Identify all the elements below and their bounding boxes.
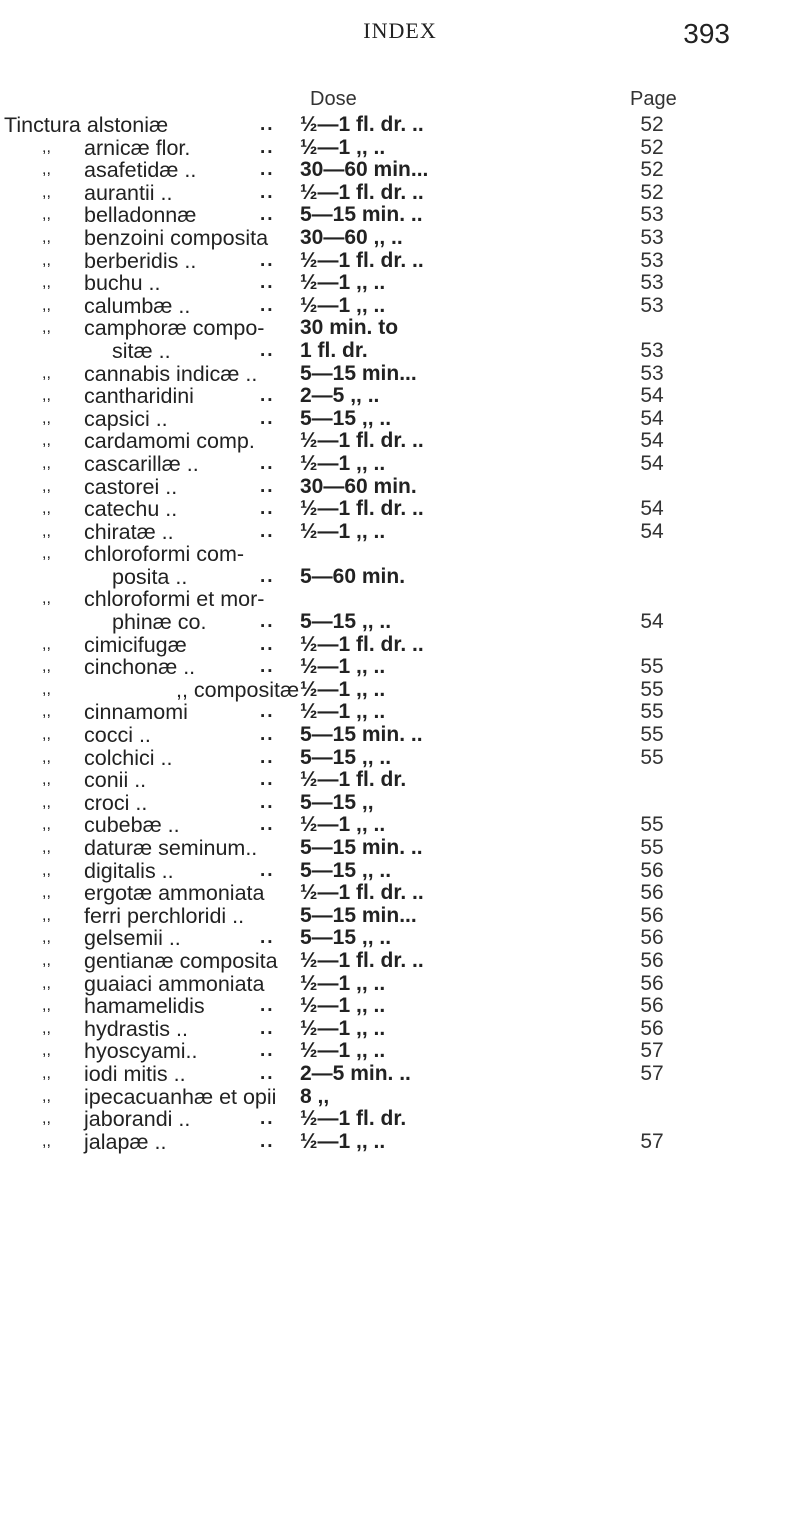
ditto-mark: ,,	[42, 997, 51, 1015]
leader-dots: ..	[260, 791, 275, 813]
entry-dose: ½—1 fl. dr. ..	[300, 497, 424, 521]
entry-page: 55	[640, 655, 664, 679]
ditto-mark: ,,	[42, 1019, 51, 1037]
entry-name: cocci ..	[84, 723, 151, 748]
entry-dose: ½—1 fl. dr. ..	[300, 113, 424, 136]
index-entry	[0, 340, 800, 363]
entry-page: 54	[640, 384, 664, 408]
entry-name: belladonnæ	[84, 203, 197, 228]
index-entry	[0, 860, 800, 883]
ditto-mark: ,,	[42, 839, 51, 856]
entry-name: cantharidini	[84, 384, 194, 409]
entry-dose: 5—15 ,, ..	[300, 858, 392, 882]
entry-dose: 5—15 ,, ..	[300, 610, 392, 634]
entry-dose: ½—1 ,, ..	[300, 994, 386, 1018]
page-column-header: Page	[630, 88, 677, 110]
index-entry	[0, 566, 800, 589]
leader-dots: ..	[260, 927, 275, 949]
ditto-mark: ,,	[42, 387, 51, 405]
leader-dots: ..	[260, 859, 275, 881]
entry-dose: ½—1 ,, ..	[300, 700, 386, 724]
entry-name: cimicifugæ	[84, 632, 187, 657]
ditto-mark: ,,	[42, 138, 51, 156]
index-entry	[0, 227, 800, 250]
index-entry	[0, 204, 800, 227]
index-entry	[0, 837, 800, 860]
ditto-mark: ,,	[42, 454, 51, 472]
leader-dots: ..	[260, 452, 275, 474]
index-entry	[0, 927, 800, 950]
ditto-mark: ,,	[42, 206, 51, 224]
entry-dose: ½—1 ,, ..	[300, 135, 386, 159]
entry-dose: ½—1 ,, ..	[300, 971, 386, 995]
entry-dose: ½—1 ,, ..	[300, 1129, 386, 1153]
ditto-mark: ,,	[42, 793, 51, 811]
entry-name: croci ..	[84, 790, 148, 815]
entry-dose: ½—1 ,, ..	[300, 1016, 386, 1040]
index-entry	[0, 1018, 800, 1041]
entry-name: berberidis ..	[84, 248, 197, 273]
entry-dose: 2—5 min. ..	[300, 1061, 411, 1085]
entry-page: 52	[640, 113, 664, 136]
entry-name: aurantii ..	[84, 180, 173, 205]
entry-dose: ½—1 fl. dr. ..	[300, 632, 424, 656]
index-entry	[0, 995, 800, 1018]
entry-page: 53	[640, 248, 664, 272]
entry-dose: ½—1 fl. dr. ..	[300, 881, 424, 905]
entry-page: 53	[640, 225, 664, 249]
entry-page: 54	[640, 497, 664, 521]
ditto-mark: ,,	[42, 319, 51, 337]
entry-name: cascarillæ ..	[84, 451, 199, 476]
header-title: INDEX	[363, 18, 437, 43]
ditto-mark: ,,	[42, 590, 51, 608]
entry-dose: 5—15 min...	[300, 903, 417, 927]
entry-name: chloroformi et mor-	[84, 587, 265, 612]
ditto-mark: ,,	[42, 748, 51, 766]
ditto-mark: ,,	[42, 409, 51, 427]
ditto-mark: ,,	[42, 274, 51, 292]
ditto-mark: ,,	[42, 1110, 51, 1128]
ditto-mark: ,,	[42, 816, 51, 834]
ditto-mark: ,,	[42, 522, 51, 540]
entry-name: benzoini composita	[84, 225, 269, 250]
ditto-mark: ,,	[42, 658, 51, 676]
leader-dots: ..	[260, 1108, 275, 1130]
leader-dots: ..	[260, 701, 275, 723]
entry-name: digitalis ..	[84, 858, 174, 883]
entry-name: conii ..	[84, 768, 147, 793]
entry-page: 55	[640, 677, 664, 701]
index-entry	[0, 114, 800, 137]
ditto-mark: ,,	[42, 500, 51, 518]
entry-page: 52	[640, 158, 664, 182]
leader-dots: ..	[260, 611, 275, 633]
ditto-mark: ,,	[42, 1064, 51, 1082]
entry-dose: 2—5 ,, ..	[300, 384, 380, 408]
leader-dots: ..	[260, 136, 275, 158]
entry-page: 55	[640, 836, 664, 859]
entry-name: buchu ..	[84, 271, 161, 296]
entry-page: 56	[640, 948, 664, 972]
index-entry	[0, 588, 800, 611]
leader-dots: ..	[260, 114, 275, 135]
leader-dots: ..	[260, 565, 275, 587]
entry-dose: ½—1 ,, ..	[300, 677, 386, 701]
entry-dose: ½—1 ,, ..	[300, 271, 386, 295]
index-entry	[0, 408, 800, 431]
entry-dose: ½—1 ,, ..	[300, 293, 386, 317]
ditto-mark: ,,	[42, 228, 51, 246]
entry-dose: 5—60 min.	[300, 564, 406, 588]
index-entry	[0, 385, 800, 408]
entry-name: cinchonæ ..	[84, 655, 196, 680]
leader-dots: ..	[260, 181, 275, 203]
entry-name: hamamelidis	[84, 994, 205, 1019]
entry-dose: 30 min. to	[300, 316, 399, 340]
entry-name: asafetidæ ..	[84, 158, 197, 183]
ditto-mark: ,,	[42, 1042, 51, 1060]
index-entry	[0, 973, 800, 996]
leader-dots: ..	[260, 294, 275, 316]
index-entry	[0, 159, 800, 182]
entry-name: chloroformi com-	[84, 542, 245, 567]
entry-page: 53	[640, 271, 664, 295]
ditto-mark: ,,	[42, 477, 51, 495]
index-entry	[0, 295, 800, 318]
index-entry	[0, 1063, 800, 1086]
ditto-mark: ,,	[42, 974, 51, 992]
entry-name: hyoscyami..	[84, 1039, 198, 1064]
leader-dots: ..	[260, 385, 275, 407]
entry-name: colchici ..	[84, 745, 173, 770]
leader-dots: ..	[260, 475, 275, 497]
leader-dots: ..	[260, 249, 275, 271]
index-entry	[0, 1086, 800, 1109]
ditto-mark: ,,	[42, 183, 51, 201]
entry-name: arnicæ flor.	[84, 135, 191, 160]
ditto-mark: ,,	[42, 951, 51, 969]
leader-dots: ..	[260, 272, 275, 294]
ditto-mark: ,,	[42, 161, 51, 179]
leader-dots: ..	[260, 656, 275, 678]
index-entry	[0, 137, 800, 160]
entry-name: iodi mitis ..	[84, 1061, 186, 1086]
leader-dots: ..	[260, 498, 275, 520]
entry-name: phinæ co.	[112, 610, 207, 635]
entry-page: 56	[640, 903, 664, 927]
entry-name: cubebæ ..	[84, 813, 180, 838]
leader-dots: ..	[260, 1130, 275, 1152]
entry-page: 55	[640, 745, 664, 769]
ditto-mark: ,,	[42, 680, 51, 698]
index-entry	[0, 701, 800, 724]
index-entry	[0, 679, 800, 702]
entry-dose: 30—60 min...	[300, 158, 429, 182]
entry-page: 53	[640, 338, 664, 362]
entry-name: ipecacuanhæ et opii	[84, 1084, 277, 1109]
entry-name: jaborandi ..	[84, 1107, 191, 1132]
ditto-mark: ,,	[42, 251, 51, 269]
index-entry	[0, 1108, 800, 1131]
leader-dots: ..	[260, 339, 275, 361]
entry-name: castorei ..	[84, 474, 178, 499]
entry-page: 54	[640, 451, 664, 475]
index-entry	[0, 814, 800, 837]
entry-page: 56	[640, 881, 664, 905]
leader-dots: ..	[260, 1040, 275, 1062]
entry-name: guaiaci ammoniata	[84, 971, 265, 996]
index-entry	[0, 272, 800, 295]
ditto-mark: ,,	[42, 1087, 51, 1105]
entry-page: 56	[640, 1016, 664, 1040]
entry-dose: ½—1 ,, ..	[300, 519, 386, 543]
entry-dose: 8 ,,	[300, 1084, 330, 1108]
entry-name: calumbæ ..	[84, 293, 191, 318]
entry-page: 55	[640, 813, 664, 837]
entry-dose: 5—15 ,, ..	[300, 926, 392, 950]
entry-page: 57	[640, 1129, 664, 1153]
entry-dose: ½—1 fl. dr.	[300, 768, 407, 792]
entry-name: gentianæ composita	[84, 948, 278, 973]
ditto-mark: ,,	[42, 296, 51, 314]
entry-page: 53	[640, 293, 664, 317]
index-entry	[0, 950, 800, 973]
index-entry	[0, 905, 800, 928]
entry-name: capsici ..	[84, 406, 168, 431]
index-entry	[0, 363, 800, 386]
index-entry	[0, 521, 800, 544]
ditto-mark: ,,	[42, 929, 51, 947]
index-entry	[0, 250, 800, 273]
ditto-mark: ,,	[42, 906, 51, 924]
entry-name: hydrastis ..	[84, 1016, 188, 1041]
index-entry	[0, 430, 800, 453]
entry-name: ,, compositæ	[176, 677, 300, 702]
index-entry	[0, 724, 800, 747]
ditto-mark: ,,	[42, 726, 51, 744]
leader-dots: ..	[260, 204, 275, 226]
entry-page: 54	[640, 519, 664, 543]
entry-page: 54	[640, 406, 664, 430]
index-entry	[0, 317, 800, 340]
index-entry	[0, 634, 800, 657]
entry-page: 54	[640, 429, 664, 453]
ditto-mark: ,,	[42, 703, 51, 721]
entry-name: daturæ seminum..	[84, 836, 258, 860]
ditto-mark: ,,	[42, 364, 51, 382]
entry-page: 55	[640, 723, 664, 747]
ditto-mark: ,,	[42, 635, 51, 653]
ditto-mark: ,,	[42, 1132, 51, 1150]
entry-dose: 30—60 min.	[300, 474, 417, 498]
index-entry	[0, 476, 800, 499]
entry-page: 56	[640, 926, 664, 950]
entry-page: 56	[640, 994, 664, 1018]
entry-name: ferri perchloridi ..	[84, 903, 245, 928]
entry-page: 56	[640, 858, 664, 882]
entry-dose: 5—15 min. ..	[300, 836, 423, 859]
index-entry	[0, 1131, 800, 1154]
index-entry	[0, 453, 800, 476]
entry-dose: 30—60 ,, ..	[300, 225, 403, 249]
index-entry	[0, 1040, 800, 1063]
entry-dose: ½—1 ,, ..	[300, 451, 386, 475]
entry-dose: 5—15 min. ..	[300, 723, 423, 747]
index-entry	[0, 611, 800, 634]
entry-page: 53	[640, 361, 664, 385]
leader-dots: ..	[260, 520, 275, 542]
ditto-mark: ,,	[42, 884, 51, 902]
entry-page: 55	[640, 700, 664, 724]
entry-page: 54	[640, 610, 664, 634]
entry-name: posita ..	[112, 564, 188, 589]
index-entry	[0, 769, 800, 792]
entry-name: cardamomi comp.	[84, 429, 255, 454]
leader-dots: ..	[260, 1017, 275, 1039]
leader-dots: ..	[260, 159, 275, 181]
entry-page: 57	[640, 1039, 664, 1063]
entry-dose: ½—1 fl. dr. ..	[300, 429, 424, 453]
ditto-mark: ,,	[42, 545, 51, 563]
leader-dots: ..	[260, 1062, 275, 1084]
leader-dots: ..	[260, 769, 275, 791]
index-entry	[0, 543, 800, 566]
entry-dose: ½—1 fl. dr. ..	[300, 248, 424, 272]
index-entry	[0, 656, 800, 679]
index-entry	[0, 182, 800, 205]
leader-dots: ..	[260, 995, 275, 1017]
entry-page: 53	[640, 203, 664, 227]
entry-dose: ½—1 ,, ..	[300, 1039, 386, 1063]
dose-column-header: Dose	[310, 88, 357, 110]
index-entry	[0, 792, 800, 815]
entry-name: ergotæ ammoniata	[84, 881, 265, 906]
index-entry	[0, 882, 800, 905]
leader-dots: ..	[260, 633, 275, 655]
entry-page: 52	[640, 135, 664, 159]
header-page-number: 393	[683, 18, 730, 49]
entry-dose: 1 fl. dr.	[300, 338, 368, 362]
index-list	[0, 114, 800, 1153]
index-entry	[0, 747, 800, 770]
ditto-mark: ,,	[42, 771, 51, 789]
leader-dots: ..	[260, 724, 275, 746]
entry-page: 52	[640, 180, 664, 204]
entry-name: sitæ ..	[112, 338, 171, 363]
leader-dots: ..	[260, 814, 275, 836]
entry-dose: ½—1 ,, ..	[300, 813, 386, 837]
entry-dose: 5—15 ,, ..	[300, 745, 392, 769]
entry-name: cannabis indicæ ..	[84, 361, 258, 386]
entry-dose: ½—1 fl. dr.	[300, 1107, 407, 1131]
entry-page: 56	[640, 971, 664, 995]
entry-dose: 5—15 ,,	[300, 790, 374, 814]
entry-name: cinnamomi	[84, 700, 188, 725]
running-header	[0, 18, 800, 58]
entry-dose: ½—1 ,, ..	[300, 655, 386, 679]
entry-name: chiratæ ..	[84, 519, 174, 544]
entry-dose: 5—15 min...	[300, 361, 417, 385]
entry-name: jalapæ ..	[84, 1129, 167, 1154]
leader-dots: ..	[260, 746, 275, 768]
entry-name: gelsemii ..	[84, 926, 181, 951]
entry-dose: 5—15 ,, ..	[300, 406, 392, 430]
index-entry	[0, 498, 800, 521]
entry-name: catechu ..	[84, 497, 178, 522]
leader-dots: ..	[260, 407, 275, 429]
ditto-mark: ,,	[42, 861, 51, 879]
entry-dose: ½—1 fl. dr. ..	[300, 180, 424, 204]
entry-dose: ½—1 fl. dr. ..	[300, 948, 424, 972]
entry-name: camphoræ compo-	[84, 316, 265, 341]
entry-name: Tinctura alstoniæ	[4, 113, 169, 137]
entry-dose: 5—15 min. ..	[300, 203, 423, 227]
ditto-mark: ,,	[42, 432, 51, 450]
entry-page: 57	[640, 1061, 664, 1085]
